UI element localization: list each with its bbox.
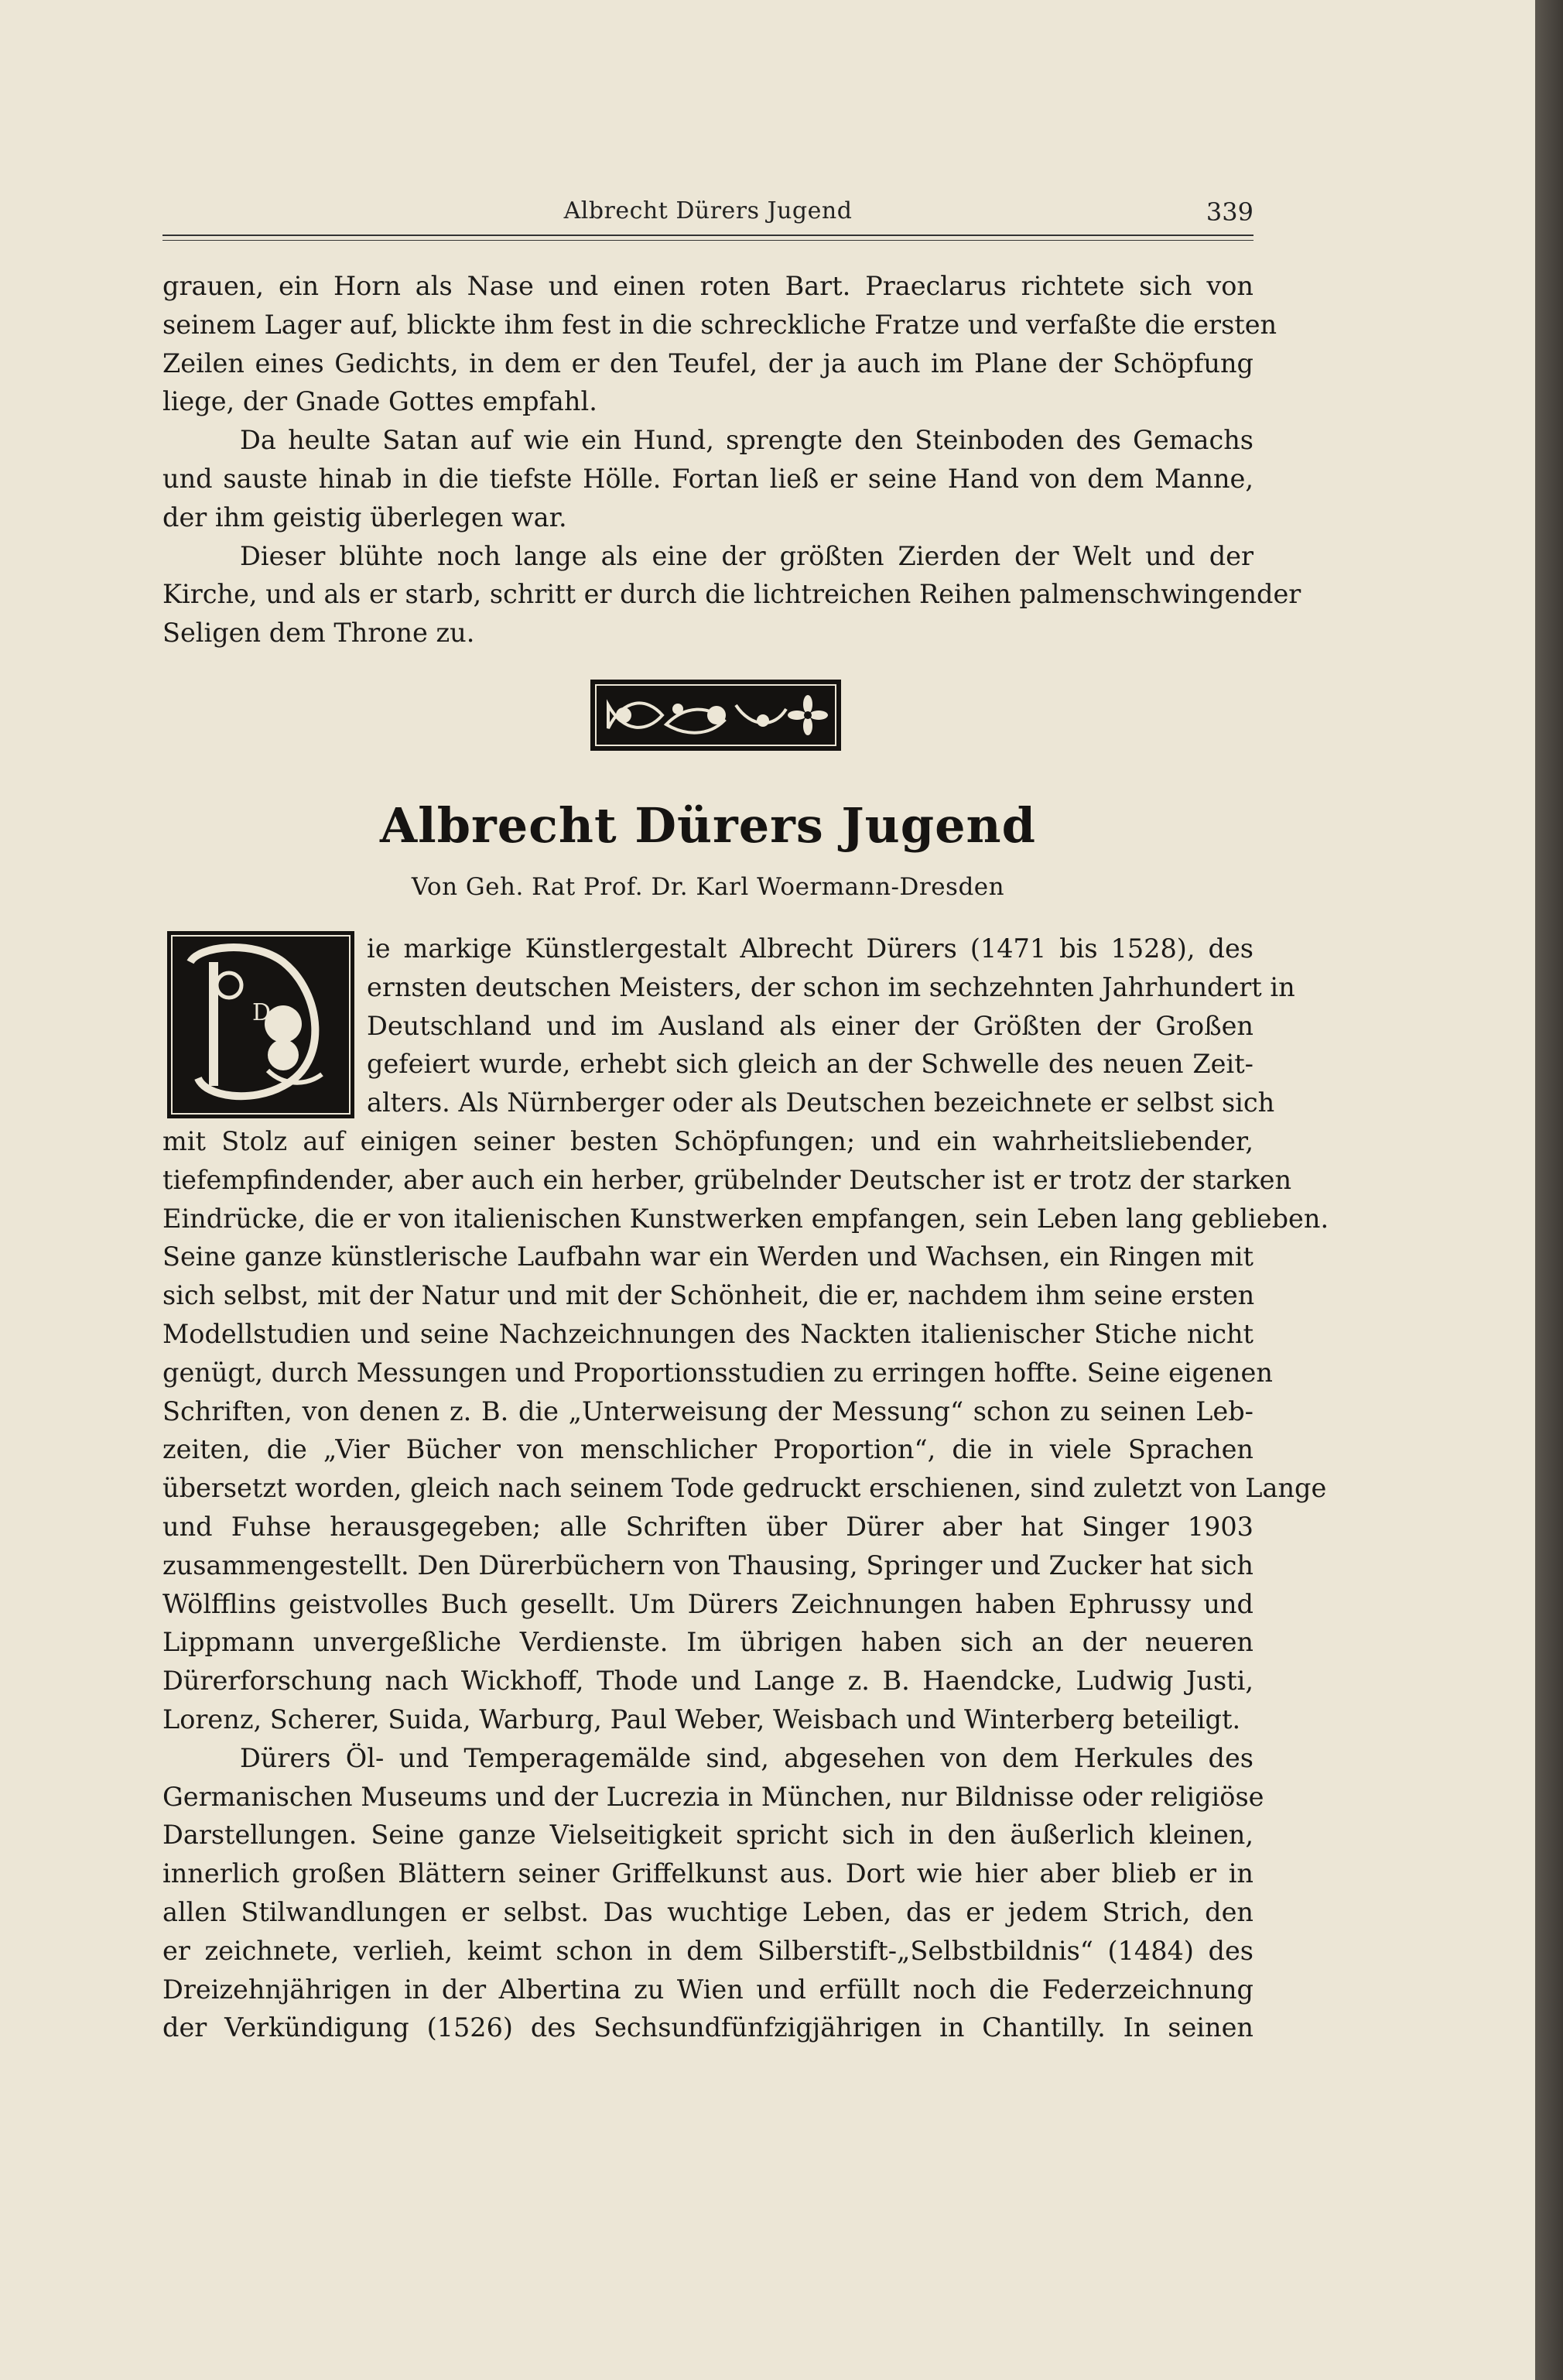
text-line: übersetzt worden, gleich nach seinem Tode gedruckt erschienen, sind zuletzt von Lange — [162, 1473, 1327, 1504]
article-byline: Von Geh. Rat Prof. Dr. Karl Woermann-Dresden — [411, 873, 1005, 901]
page-header — [162, 197, 1253, 228]
text-line: mit Stolz auf einigen seiner besten Schöpfungen; und ein wahrheitsliebender, — [162, 1125, 1253, 1156]
text-line: Lorenz, Scherer, Suida, Warburg, Paul Weber, Weisbach und Winterberg beteiligt. — [162, 1704, 1241, 1734]
text-line: der ihm geistig überlegen war. — [162, 502, 567, 533]
header-rule-top — [162, 235, 1253, 236]
book-spine-edge — [1535, 0, 1563, 2380]
text-line: Seligen dem Throne zu. — [162, 618, 475, 649]
text-line: gefeiert wurde, erhebt sich gleich an der Schwelle des neuen Zeit- — [367, 1049, 1253, 1080]
article-body — [162, 930, 1329, 2047]
running-title: Albrecht Dürers Jugend — [563, 197, 853, 224]
header-rule-bottom — [162, 240, 1253, 241]
text-line: Lippmann unvergeßliche Verdienste. Im übrigen haben sich an der neueren — [162, 1627, 1253, 1658]
floral-vignette-icon — [590, 680, 841, 751]
text-line: ie markige Künstlergestalt Albrecht Dürers (1471 bis 1528), des — [367, 933, 1253, 964]
text-line: Seine ganze künstlerische Laufbahn war ein Werden und Wachsen, ein Ringen mit — [162, 1241, 1253, 1272]
text-line: Deutschland und im Ausland als einer der Größten der Großen — [367, 1010, 1253, 1041]
text-line: Dürers Öl- und Temperagemälde sind, abgesehen von dem Herkules des — [240, 1742, 1253, 1773]
text-line: Da heulte Satan auf wie ein Hund, sprengte den Steinboden des Gemachs — [240, 425, 1253, 456]
text-line: er zeichnete, verlieh, keimt schon in dem Silberstift-„Selbstbildnis“ (1484) des — [162, 1935, 1253, 1966]
text-line: Modellstudien und seine Nachzeichnungen des Nackten italienischer Stiche nicht — [162, 1318, 1253, 1349]
text-line: Zeilen eines Gedichts, in dem er den Teufel, der ja auch im Plane der Schöpfung — [162, 348, 1253, 378]
text-line: sich selbst, mit der Natur und mit der Schönheit, die er, nachdem ihm seine ersten — [162, 1280, 1255, 1311]
text-line: zusammengestellt. Den Dürerbüchern von Thausing, Springer und Zucker hat sich — [162, 1550, 1253, 1580]
text-line: Eindrücke, die er von italienischen Kunstwerken empfangen, sein Leben lang geblieben. — [162, 1203, 1329, 1234]
text-line: Germanischen Museums und der Lucrezia in München, nur Bildnisse oder religiöse — [162, 1781, 1264, 1812]
text-line: Darstellungen. Seine ganze Vielseitigkeit spricht sich in den äußerlich kleinen, — [162, 1820, 1253, 1851]
text-line: ernsten deutschen Meisters, der schon im sechzehnten Jahrhundert in — [367, 971, 1295, 1002]
article-title: Albrecht Dürers Jugend — [380, 797, 1036, 854]
text-line: und sauste hinab in die tiefste Hölle. Fortan ließ er seine Hand von dem Manne, — [162, 463, 1253, 494]
svg-text:D: D — [252, 999, 272, 1026]
text-line: innerlich großen Blättern seiner Griffelkunst aus. Dort wie hier aber blieb er in — [162, 1858, 1253, 1889]
text-line: der Verkündigung (1526) des Sechsundfünfzigjährigen in Chantilly. In seinen — [162, 2012, 1253, 2043]
text-line: allen Stilwandlungen er selbst. Das wuchtige Leben, das er jedem Strich, den — [162, 1896, 1253, 1927]
text-line: liege, der Gnade Gottes empfahl. — [162, 386, 597, 417]
text-line: genügt, durch Messungen und Proportionsstudien zu erringen hoffte. Seine eigenen — [162, 1357, 1273, 1388]
intro-text — [162, 267, 1301, 652]
text-line: seinem Lager auf, blickte ihm fest in die schreckliche Fratze und verfaßte die ersten — [162, 309, 1277, 340]
text-line: Kirche, und als er starb, schritt er durch die lichtreichen Reihen palmenschwingender — [162, 579, 1301, 610]
page-number: 339 — [1206, 197, 1253, 227]
text-line: zeiten, die „Vier Bücher von menschlicher Proportion“, die in viele Sprachen — [162, 1434, 1253, 1465]
text-line: Dürerforschung nach Wickhoff, Thode und Lange z. B. Haendcke, Ludwig Justi, — [162, 1666, 1253, 1697]
text-line: grauen, ein Horn als Nase und einen roten Bart. Praeclarus richtete sich von — [162, 271, 1253, 301]
text-line: Schriften, von denen z. B. die „Unterweisung der Messung“ schon zu seinen Leb- — [162, 1395, 1253, 1426]
text-line: alters. Als Nürnberger oder als Deutschen bezeichnete er selbst sich — [367, 1087, 1275, 1118]
text-line: Dreizehnjährigen in der Albertina zu Wien und erfüllt noch die Federzeichnung — [162, 1974, 1253, 2005]
text-line: tiefempfindender, aber auch ein herber, grübelnder Deutscher ist er trotz der starken — [162, 1164, 1292, 1195]
text-line: und Fuhse herausgegeben; alle Schriften über Dürer aber hat Singer 1903 — [162, 1511, 1253, 1542]
text-line: Dieser blühte noch lange als eine der größten Zierden der Welt und der — [240, 540, 1253, 571]
text-line: Wölfflins geistvolles Buch gesellt. Um Dürers Zeichnungen haben Ephrussy und — [162, 1588, 1253, 1619]
